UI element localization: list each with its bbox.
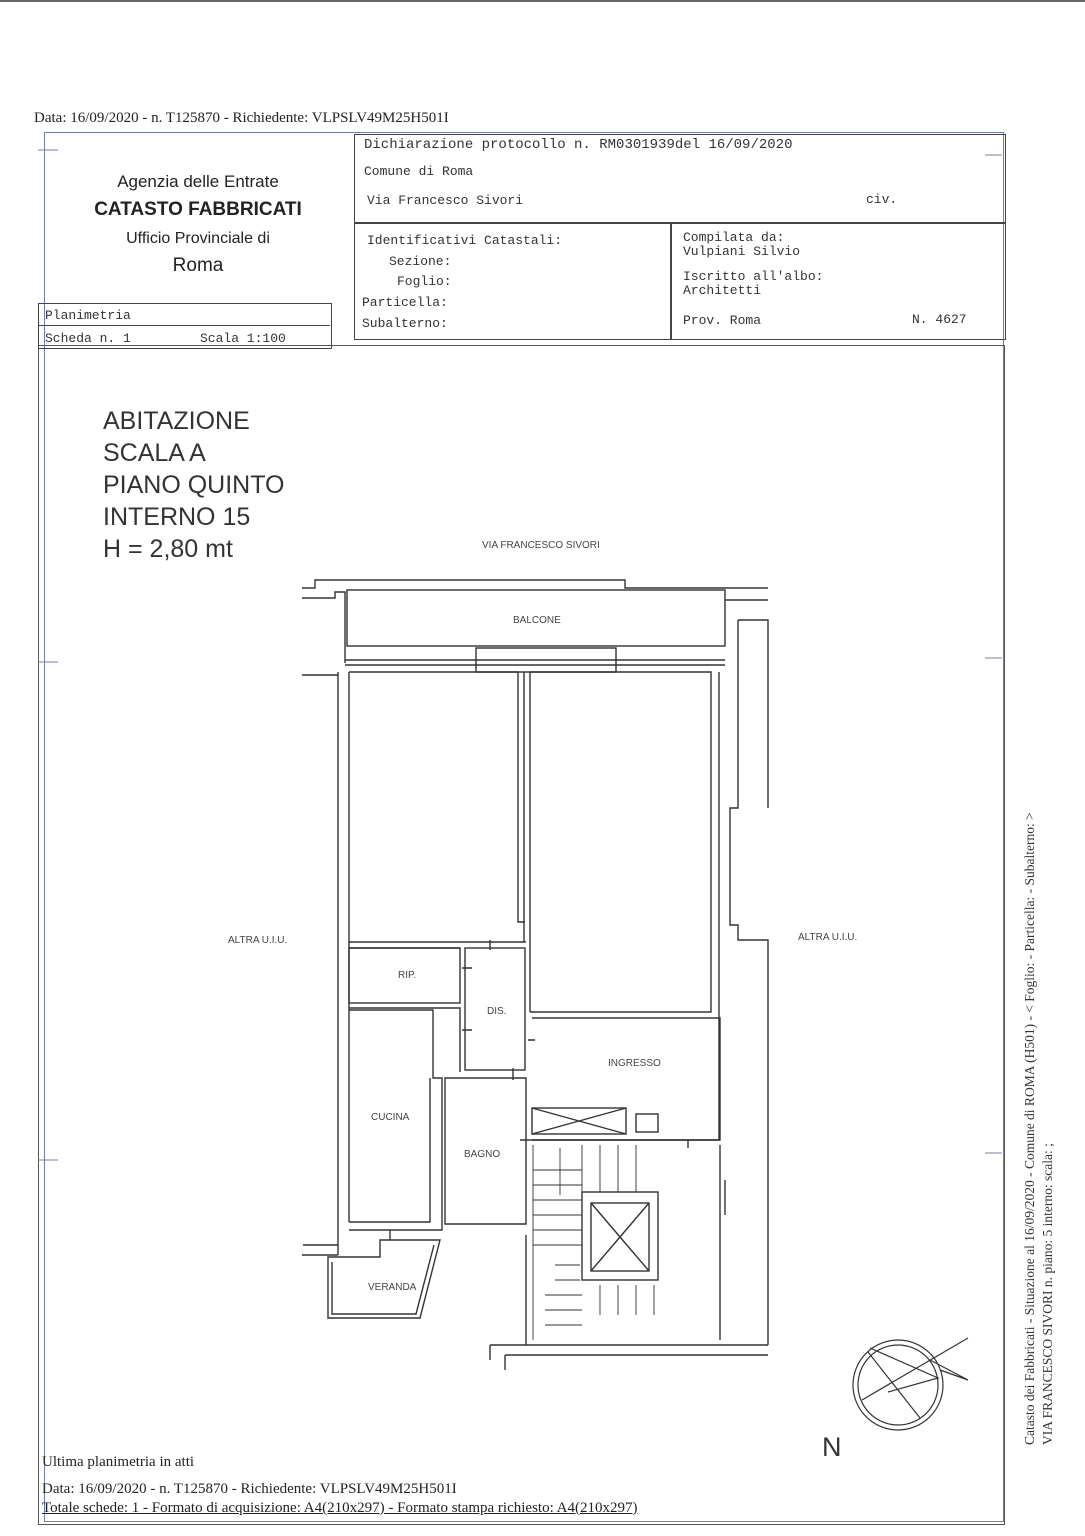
compiler-name: Vulpiani Silvio [683,244,801,259]
last-plan-note: Ultima planimetria in atti [42,1454,195,1470]
rip-label: RIP. [398,970,417,981]
albo-label: Iscritto all'albo: [683,269,824,284]
side-stamp-line2: VIA FRANCESCO SIVORI n. piano: 5 interno: scala: ; [1040,1143,1055,1445]
scheda-label: Scheda n. 1 [45,331,131,346]
unit-interior: INTERNO 15 [103,503,251,531]
scala-label: Scala 1:100 [200,331,286,346]
protocol-line: Dichiarazione protocollo n. RM0301939del 16/09/2020 [364,137,793,153]
altra-uiu-right-label: ALTRA U.I.U. [798,932,858,943]
plan-box-title: Planimetria [45,308,131,323]
compiler-label: Compilata da: [683,230,785,245]
prov-label: Prov. Roma [683,313,762,328]
cucina-label: CUCINA [371,1112,410,1123]
footer-request-line: Data: 16/09/2020 - n. T125870 - Richiedente: VLPSLV49M25H501I [42,1481,457,1497]
comune-line: Comune di Roma [364,164,474,179]
sezione-label: Sezione: [389,254,452,269]
unit-stair: SCALA A [103,439,206,467]
veranda-label: VERANDA [368,1282,417,1293]
subalterno-label: Subalterno: [362,316,448,331]
unit-height: H = 2,80 mt [103,535,233,563]
altra-uiu-left-label: ALTRA U.I.U. [228,935,288,946]
office-label: Ufficio Provinciale di [126,229,270,247]
compass-rose [853,1338,968,1430]
unit-floor: PIANO QUINTO [103,471,285,499]
particella-label: Particella: [362,295,448,310]
street-label: VIA FRANCESCO SIVORI [482,540,600,551]
agency-name: Agenzia delle Entrate [117,172,279,191]
catasto-title: CATASTO FABBRICATI [94,199,302,221]
unit-type: ABITAZIONE [103,407,250,435]
foglio-label: Foglio: [397,274,452,289]
footer-totals: Totale schede: 1 - Formato di acquisizione: A4(210x297) - Formato stampa richiesto: A4(210x297) [42,1500,638,1516]
frame-ticks [38,150,1002,1160]
floor-plan-walls [302,580,768,1370]
bagno-label: BAGNO [464,1149,501,1160]
side-stamp-line1: Catasto dei Fabbricati - Situazione al 16/09/2020 - Comune di ROMA (H501) - < Foglio: - Particella: - Subalterno: > [1022,812,1037,1445]
north-label: N [822,1432,842,1462]
ingresso-label: INGRESSO [608,1058,661,1069]
balcone-label: BALCONE [513,615,561,626]
address-line: Via Francesco Sivori [367,193,524,208]
albo-value: Architetti [683,283,762,298]
header-request-line: Data: 16/09/2020 - n. T125870 - Richiedente: VLPSLV49M25H501I [34,110,449,126]
albo-number: N. 4627 [912,312,967,327]
dis-label: DIS. [487,1006,507,1017]
office-city: Roma [172,255,224,277]
identifiers-title: Identificativi Catastali: [367,233,563,248]
civ-label: civ. [866,192,898,207]
